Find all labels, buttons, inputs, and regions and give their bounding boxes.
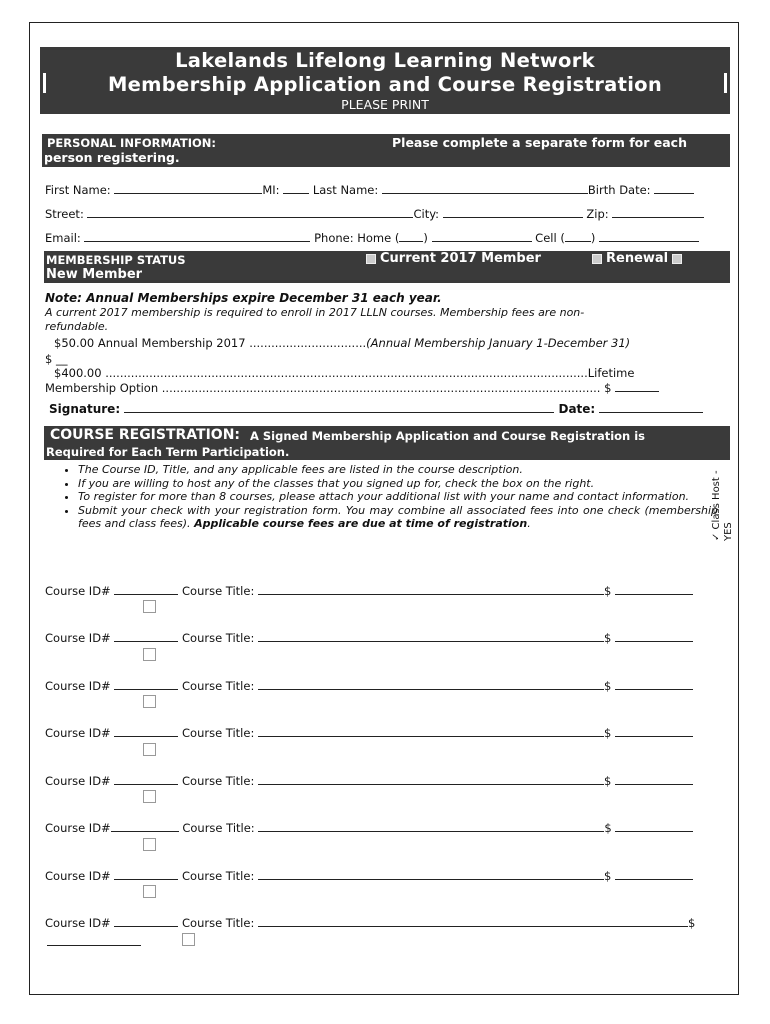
phone-home-label: Phone: Home ( <box>314 231 400 245</box>
phone-close-label: ) <box>423 231 428 245</box>
street-label: Street: <box>45 207 84 221</box>
course-row <box>45 726 693 740</box>
course-title-field[interactable] <box>258 679 604 690</box>
header-left-tick <box>43 73 46 93</box>
membership-note-text2: refundable. <box>45 320 109 333</box>
class-host-checkbox[interactable] <box>143 790 156 803</box>
course-fee-field[interactable] <box>47 935 141 946</box>
course-registration-bar <box>44 426 730 460</box>
course-title-label: Course Title: <box>182 631 255 645</box>
form-header <box>40 47 730 114</box>
phone-area-field[interactable] <box>399 231 423 242</box>
course-row <box>45 679 693 693</box>
course-title-label: Course Title: <box>182 916 255 930</box>
personal-info-note: Please complete a separate form for each <box>392 135 687 150</box>
course-title-label: Course Title: <box>182 869 255 883</box>
lifetime-line <box>54 366 714 380</box>
course-fee-field[interactable] <box>615 821 693 832</box>
instruction-end: . <box>527 517 531 530</box>
course-id-field[interactable] <box>114 774 178 785</box>
signature-label: Signature: <box>49 402 121 416</box>
renewal-label: Renewal <box>606 251 669 266</box>
course-row <box>45 584 693 598</box>
class-host-checkbox[interactable] <box>182 933 195 946</box>
signature-field[interactable] <box>124 402 554 413</box>
course-dollar-label: $ <box>604 821 612 835</box>
course-title-label: Course Title: <box>182 584 255 598</box>
membership-option-line <box>45 381 659 395</box>
course-title-field[interactable] <box>258 774 604 785</box>
annual-membership-line <box>54 336 630 350</box>
header-subtitle: PLEASE PRINT <box>341 97 429 112</box>
course-id-label: Course ID# <box>45 774 111 788</box>
last-name-label: Last Name: <box>312 183 379 197</box>
membership-option-amount-field[interactable] <box>615 381 659 392</box>
personal-info-bar <box>42 134 730 167</box>
course-id-field[interactable] <box>114 679 178 690</box>
course-dollar-label: $ <box>603 869 612 883</box>
annual-label: Annual Membership 2017 ................................ <box>97 336 367 350</box>
course-registration-heading: COURSE REGISTRATION: <box>50 427 241 443</box>
phone-home-field[interactable] <box>432 231 532 242</box>
course-fee-field[interactable] <box>615 774 693 785</box>
class-host-checkbox[interactable] <box>143 838 156 851</box>
class-host-label: ✓ Class Host - <box>711 470 722 541</box>
course-id-label: Course ID# <box>45 726 111 740</box>
course-dollar-label: $ <box>603 631 612 645</box>
lifetime-dots: .................................................................................................................................... <box>105 366 588 380</box>
course-fee-field[interactable] <box>615 584 693 595</box>
course-dollar-label: $ <box>603 774 612 788</box>
email-field[interactable] <box>84 231 310 242</box>
course-fee-field[interactable] <box>615 726 693 737</box>
class-host-checkbox[interactable] <box>143 600 156 613</box>
instruction-item <box>78 504 718 531</box>
street-field[interactable] <box>87 207 413 218</box>
signature-line <box>49 402 703 416</box>
current-member-label: Current 2017 Member <box>380 251 541 266</box>
annual-amount: $50.00 <box>54 336 95 350</box>
course-row <box>45 631 693 645</box>
instruction-text: Submit your check with your registration form. You may combine all associated fees into one check (membership fees and class fees). <box>78 503 718 530</box>
zip-field[interactable] <box>612 207 704 218</box>
course-dollar-label: $ <box>603 584 612 598</box>
course-title-label: Course Title: <box>182 679 255 693</box>
mi-field[interactable] <box>283 183 309 194</box>
course-title-field[interactable] <box>258 584 604 595</box>
date-label: Date: <box>558 402 596 416</box>
course-row <box>45 821 693 835</box>
course-fee-field[interactable] <box>615 631 693 642</box>
signature-date-field[interactable] <box>599 402 703 413</box>
class-host-yes-label: YES <box>723 522 734 541</box>
header-right-tick <box>724 73 727 93</box>
course-id-field[interactable] <box>111 821 179 832</box>
course-row <box>45 869 693 883</box>
cell-area-field[interactable] <box>565 231 591 242</box>
birth-date-label: Birth Date: <box>587 183 651 197</box>
birth-date-field[interactable] <box>654 183 694 194</box>
course-title-field[interactable] <box>258 631 604 642</box>
course-id-label: Course ID# <box>45 631 111 645</box>
cell-label: Cell ( <box>535 231 565 245</box>
header-title-line1: Lakelands Lifelong Learning Network <box>175 49 595 72</box>
header-title-line2: Membership Application and Course Registration <box>107 73 663 96</box>
course-id-field[interactable] <box>114 869 178 880</box>
course-title-field[interactable] <box>258 869 604 880</box>
instruction-item: • If you are willing to host any of the classes that you signed up for, check the box on the right. <box>78 477 718 491</box>
personal-info-heading: PERSONAL INFORMATION: <box>47 136 217 150</box>
course-registration-note2: Required for Each Term Participation. <box>46 445 290 459</box>
course-title-field[interactable] <box>258 821 604 832</box>
city-label: City: <box>413 207 440 221</box>
new-member-checkbox[interactable] <box>672 254 682 264</box>
email-label: Email: <box>45 231 81 245</box>
membership-note-bold: Note: Annual Memberships expire December 31 each year. <box>45 291 442 305</box>
course-id-field[interactable] <box>114 631 178 642</box>
course-id-field[interactable] <box>114 584 178 595</box>
form-page <box>29 22 739 995</box>
course-id-label: Course ID# <box>45 821 111 835</box>
course-title-label: Course Title: <box>182 821 255 835</box>
renewal-checkbox[interactable] <box>592 254 602 264</box>
name-row <box>45 183 694 197</box>
instruction-item: • The Course ID, Title, and any applicable fees are listed in the course description. <box>78 463 718 477</box>
cell-close-label: ) <box>590 231 596 245</box>
course-registration-note: A Signed Membership Application and Course Registration is <box>250 429 646 443</box>
last-name-field[interactable] <box>382 183 588 194</box>
course-id-field[interactable] <box>114 726 178 737</box>
city-field[interactable] <box>443 207 583 218</box>
course-id-label: Course ID# <box>45 869 111 883</box>
course-dollar-label: $ <box>603 679 612 693</box>
course-title-field[interactable] <box>258 726 604 737</box>
first-name-label: First Name: <box>45 183 111 197</box>
new-member-label: New Member <box>46 267 143 282</box>
course-id-label: Course ID# <box>45 916 111 930</box>
course-title-field[interactable] <box>258 916 688 927</box>
annual-dollar-line: $ __ <box>45 352 68 366</box>
course-fee-field[interactable] <box>615 869 693 880</box>
mi-label: MI: <box>262 183 280 197</box>
personal-info-note2: person registering. <box>44 150 180 165</box>
lifetime-label: Lifetime <box>587 366 635 380</box>
course-row <box>45 774 693 788</box>
current-member-option <box>362 251 541 266</box>
course-dollar-label: $ <box>687 916 696 930</box>
instruction-bold: Applicable course fees are due at time of registration <box>194 517 528 530</box>
course-instructions <box>58 463 718 531</box>
membership-heading: MEMBERSHIP STATUS <box>46 253 186 267</box>
course-row <box>45 916 695 930</box>
course-id-label: Course ID# <box>45 584 111 598</box>
membership-bar <box>44 251 730 283</box>
renewal-option <box>588 251 686 266</box>
address-row <box>45 207 704 221</box>
course-fee-field[interactable] <box>615 679 693 690</box>
current-member-checkbox[interactable] <box>366 254 376 264</box>
membership-option-label: Membership Option ........................................................................................................................ $ <box>45 381 612 395</box>
course-title-label: Course Title: <box>182 774 255 788</box>
course-dollar-label: $ <box>603 726 612 740</box>
cell-field[interactable] <box>599 231 699 242</box>
annual-period: (Annual Membership January 1-December 31) <box>366 336 631 350</box>
zip-label: Zip: <box>586 207 609 221</box>
class-host-checkbox[interactable] <box>143 885 156 898</box>
first-name-field[interactable] <box>114 183 262 194</box>
course-id-label: Course ID# <box>45 679 111 693</box>
lifetime-amount: $400.00 <box>54 366 102 380</box>
course-id-field[interactable] <box>114 916 178 927</box>
membership-note-text1: A current 2017 membership is required to enroll in 2017 LLLN courses. Membership fees are non- <box>45 306 585 319</box>
instruction-item: • To register for more than 8 courses, please attach your additional list with your name and contact information. <box>78 490 718 504</box>
course-title-label: Course Title: <box>182 726 255 740</box>
class-host-checkbox[interactable] <box>143 743 156 756</box>
class-host-checkbox[interactable] <box>143 648 156 661</box>
contact-row <box>45 231 699 245</box>
class-host-checkbox[interactable] <box>143 695 156 708</box>
